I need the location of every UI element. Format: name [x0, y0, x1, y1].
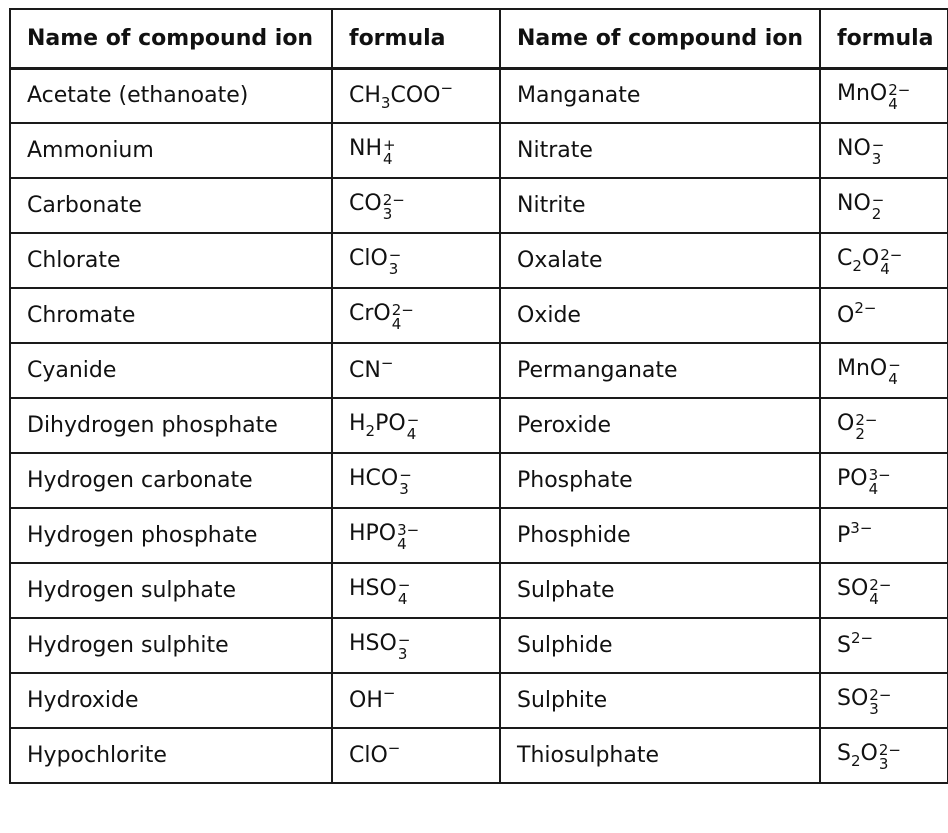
ion-formula-cell: [820, 453, 948, 508]
formula-superscript: 3−: [850, 519, 873, 537]
ion-formula-cell: [820, 288, 948, 343]
header-formula-left: formula: [332, 9, 500, 68]
formula-superscript: 3−: [397, 520, 420, 539]
ion-name-cell: Hydrogen phosphate: [10, 508, 332, 563]
formula-superscript: 2−: [878, 740, 901, 759]
formula-text: SO: [837, 685, 869, 711]
ion-name-cell: Nitrate: [500, 123, 820, 178]
formula-subscript: 3: [878, 754, 889, 773]
ion-formula-cell: [820, 398, 948, 453]
formula-superscript: 2−: [888, 80, 911, 99]
formula-charge-stack: [888, 355, 901, 388]
formula-charge-stack: [397, 630, 411, 663]
compound-ion-table: [9, 8, 948, 784]
formula-charge-stack: [397, 575, 411, 608]
table-row: [10, 508, 948, 563]
formula-subscript: 4: [397, 534, 407, 553]
header-name-right: Name of compound ion: [500, 9, 820, 68]
formula-text: PO: [375, 410, 406, 436]
formula-subscript: 4: [397, 589, 408, 608]
formula-text: NO: [837, 135, 871, 161]
formula-text: HPO: [349, 520, 397, 546]
ion-formula-cell: [332, 123, 500, 178]
ion-name-cell: Ammonium: [10, 123, 332, 178]
formula-charge-stack: [880, 245, 903, 278]
ion-formula-cell: [820, 728, 948, 783]
formula-superscript: −: [382, 684, 396, 702]
formula-superscript: −: [440, 79, 454, 98]
formula-charge-stack: [383, 135, 396, 168]
ion-formula-cell: [820, 343, 948, 398]
ion-formula-cell: [332, 343, 500, 398]
formula-text: CO: [349, 190, 382, 216]
header-formula-right: formula: [820, 9, 948, 68]
formula-text: HSO: [349, 630, 397, 656]
table-row: [10, 123, 948, 178]
ion-name-cell: Carbonate: [10, 178, 332, 233]
ion-formula-cell: [332, 673, 500, 728]
ion-formula-cell: [332, 288, 500, 343]
table-row: [10, 178, 948, 233]
formula-charge-stack: [855, 410, 878, 443]
formula-charge-stack: [399, 465, 412, 498]
formula-charge-stack: [888, 80, 911, 113]
table-row: [10, 673, 948, 728]
formula-text: MnO: [837, 80, 888, 106]
ion-formula-cell: [820, 68, 948, 123]
ion-name-cell: Hydroxide: [10, 673, 332, 728]
formula-superscript: −: [399, 465, 412, 484]
formula-subscript: 3: [380, 94, 391, 113]
ion-name-cell: Hypochlorite: [10, 728, 332, 783]
formula-charge-stack: [406, 410, 420, 443]
ion-formula-cell: [332, 398, 500, 453]
ion-formula-cell: [820, 178, 948, 233]
formula-subscript: 2: [871, 204, 882, 223]
formula-text: HCO: [349, 465, 399, 491]
formula-superscript: 2−: [869, 575, 892, 594]
ion-name-cell: Permanganate: [500, 343, 820, 398]
formula-text: SO: [837, 575, 869, 601]
formula-superscript: +: [383, 135, 396, 154]
ion-formula-cell: [332, 68, 500, 123]
ion-formula-cell: [820, 673, 948, 728]
formula-text: ClO: [349, 743, 388, 768]
formula-subscript: 2: [365, 421, 376, 440]
ion-formula-cell: [820, 563, 948, 618]
ion-name-cell: Acetate (ethanoate): [10, 68, 332, 123]
ion-name-cell: Peroxide: [500, 398, 820, 453]
ion-name-cell: Chromate: [10, 288, 332, 343]
ion-formula-cell: [820, 233, 948, 288]
formula-text: O: [837, 303, 855, 328]
formula-charge-stack: [388, 245, 402, 278]
ion-name-cell: Sulphate: [500, 563, 820, 618]
ion-formula-cell: [332, 178, 500, 233]
formula-text: CH: [349, 83, 381, 109]
formula-text: O: [861, 245, 880, 271]
formula-charge-stack: [868, 465, 891, 498]
ion-formula-cell: [820, 618, 948, 673]
formula-superscript: 2−: [854, 299, 877, 317]
formula-charge-stack: [391, 300, 414, 333]
formula-text: MnO: [837, 355, 888, 381]
ion-name-cell: Chlorate: [10, 233, 332, 288]
formula-superscript: −: [397, 575, 411, 594]
formula-charge-stack: [397, 520, 420, 553]
formula-text: H: [349, 410, 366, 436]
formula-superscript: 2−: [391, 300, 414, 319]
ion-formula-cell: [820, 123, 948, 178]
ion-name-cell: Hydrogen sulphite: [10, 618, 332, 673]
table-body: [10, 68, 948, 783]
ion-name-cell: Manganate: [500, 68, 820, 123]
formula-subscript: 4: [406, 424, 417, 443]
formula-text: S: [837, 633, 851, 658]
formula-superscript: −: [871, 135, 885, 154]
formula-text: COO: [390, 83, 441, 109]
formula-subscript: 3: [388, 259, 399, 278]
formula-text: OH: [349, 688, 383, 713]
formula-superscript: −: [387, 739, 401, 757]
table-row: [10, 563, 948, 618]
formula-subscript: 3: [871, 149, 882, 168]
formula-superscript: 2−: [855, 410, 878, 429]
formula-subscript: 4: [383, 149, 393, 168]
table-row: [10, 68, 948, 123]
formula-charge-stack: [878, 740, 901, 773]
ion-formula-cell: [332, 508, 500, 563]
table-row: [10, 453, 948, 508]
table-row: [10, 288, 948, 343]
ion-name-cell: Sulphite: [500, 673, 820, 728]
formula-superscript: −: [388, 245, 402, 264]
formula-superscript: 2−: [382, 190, 405, 209]
formula-subscript: 4: [880, 259, 890, 278]
ion-formula-cell: [820, 508, 948, 563]
ion-name-cell: Phosphate: [500, 453, 820, 508]
formula-superscript: 2−: [869, 685, 892, 704]
ion-name-cell: Dihydrogen phosphate: [10, 398, 332, 453]
table-row: [10, 343, 948, 398]
formula-subscript: 3: [382, 204, 393, 223]
ion-name-cell: Thiosulphate: [500, 728, 820, 783]
ion-name-cell: Nitrite: [500, 178, 820, 233]
formula-text: CrO: [349, 300, 391, 326]
formula-subscript: 4: [868, 479, 879, 498]
formula-subscript: 4: [869, 589, 879, 608]
formula-superscript: 2−: [880, 245, 903, 264]
ion-name-cell: Oxide: [500, 288, 820, 343]
formula-superscript: −: [888, 355, 901, 374]
formula-subscript: 2: [850, 751, 861, 770]
formula-superscript: −: [871, 190, 885, 209]
formula-subscript: 3: [397, 644, 408, 663]
ion-formula-cell: [332, 618, 500, 673]
formula-text: NO: [837, 190, 871, 216]
formula-subscript: 3: [869, 699, 879, 718]
formula-subscript: 4: [888, 369, 898, 388]
formula-text: C: [837, 245, 853, 271]
formula-text: P: [837, 523, 851, 548]
formula-superscript: −: [380, 354, 394, 372]
formula-charge-stack: [869, 685, 892, 718]
table-header-row: [10, 9, 948, 68]
formula-text: CN: [349, 358, 381, 383]
ion-name-cell: Hydrogen sulphate: [10, 563, 332, 618]
formula-text: S: [837, 740, 851, 766]
ion-name-cell: Hydrogen carbonate: [10, 453, 332, 508]
formula-subscript: 3: [399, 479, 409, 498]
ion-name-cell: Cyanide: [10, 343, 332, 398]
table-row: [10, 233, 948, 288]
header-name-left: Name of compound ion: [10, 9, 332, 68]
ion-name-cell: Sulphide: [500, 618, 820, 673]
formula-superscript: −: [397, 630, 411, 649]
formula-subscript: 2: [852, 256, 862, 275]
ion-name-cell: Oxalate: [500, 233, 820, 288]
formula-subscript: 4: [888, 94, 898, 113]
table-row: [10, 728, 948, 783]
formula-text: NH: [349, 135, 382, 161]
formula-superscript: 3−: [868, 465, 891, 484]
formula-text: PO: [837, 465, 868, 491]
ion-formula-cell: [332, 233, 500, 288]
formula-charge-stack: [382, 190, 405, 223]
formula-text: HSO: [349, 575, 397, 601]
ion-name-cell: Phosphide: [500, 508, 820, 563]
formula-text: ClO: [349, 245, 388, 271]
formula-text: O: [837, 410, 855, 436]
formula-superscript: 2−: [850, 629, 874, 647]
formula-charge-stack: [871, 135, 885, 168]
formula-subscript: 4: [391, 314, 402, 333]
ion-formula-cell: [332, 453, 500, 508]
ion-formula-cell: [332, 563, 500, 618]
formula-superscript: −: [406, 410, 420, 429]
formula-charge-stack: [871, 190, 885, 223]
table-row: [10, 618, 948, 673]
formula-charge-stack: [869, 575, 892, 608]
formula-text: O: [860, 740, 878, 766]
ion-formula-cell: [332, 728, 500, 783]
formula-subscript: 2: [855, 424, 865, 443]
table-row: [10, 398, 948, 453]
